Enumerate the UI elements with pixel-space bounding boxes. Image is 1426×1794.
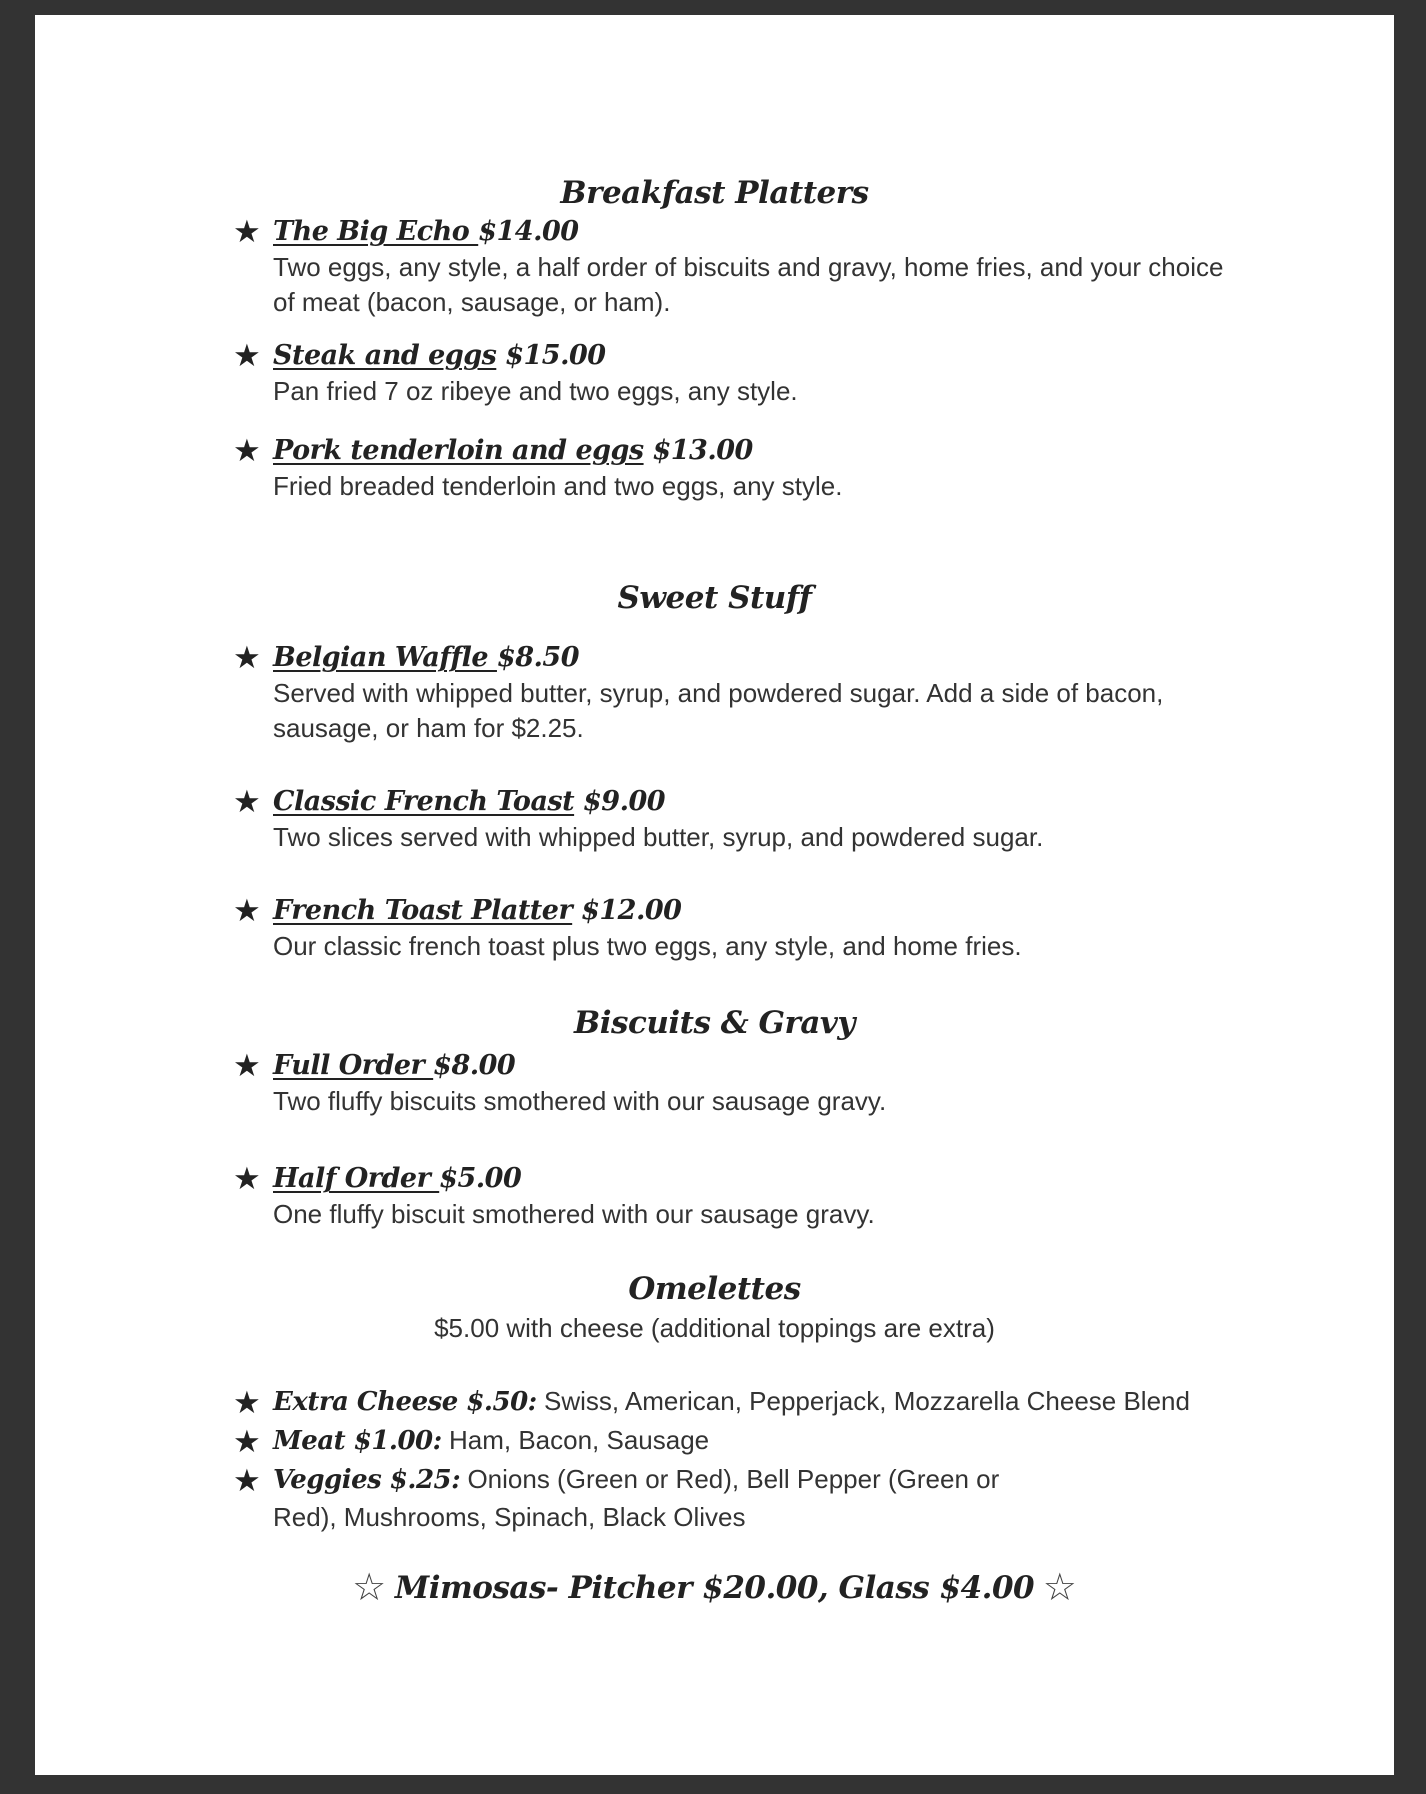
topping-label: Extra Cheese $.50: [273,1387,537,1417]
item-price: $12.00 [581,895,682,926]
item-description: Served with whipped butter, syrup, and powdered sugar. Add a side of bacon, sausage, or ham for $2.25. [273,678,1164,743]
star-icon: ★ [233,1385,261,1420]
item-name: Pork tenderloin and eggs [273,435,644,466]
item-description: Two eggs, any style, a half order of biscuits and gravy, home fries, and your choice of meat (bacon, sausage, or ham). [273,252,1224,317]
item-heading [273,782,665,822]
outline-star-icon: ☆ [352,1567,387,1609]
star-icon: ★ [233,214,261,249]
item-price: $8.00 [433,1050,516,1081]
item-price: $13.00 [652,435,753,466]
item-heading [273,212,579,252]
item-heading [273,336,606,376]
star-icon: ★ [233,1161,261,1196]
item-heading [273,1046,515,1086]
item-price: $5.00 [439,1163,522,1194]
item-name: Half Order [273,1163,440,1194]
item-description: Pan fried 7 oz ribeye and two eggs, any style. [273,376,798,406]
item-heading [273,1159,521,1199]
mimosas-text: Mimosas- Pitcher $20.00, Glass $4.00 [394,1570,1035,1606]
item-price: $15.00 [505,340,606,371]
item-price: $9.00 [583,786,666,817]
item-heading [273,638,579,678]
star-icon: ★ [233,1048,261,1083]
topping-text [273,1383,1233,1421]
topping-options: Onions (Green or Red), Bell Pepper (Green or Red), Mushrooms, Spinach, Black Olives [273,1464,1000,1532]
star-icon: ★ [233,893,261,928]
item-description: Our classic french toast plus two eggs, any style, and home fries. [273,931,1022,961]
item-description: One fluffy biscuit smothered with our sausage gravy. [273,1199,875,1229]
item-name: Full Order [273,1050,434,1081]
item-heading [273,431,753,471]
item-price: $14.00 [478,216,579,247]
topping-text [273,1461,1063,1536]
topping-options: Swiss, American, Pepperjack, Mozzarella Cheese Blend [544,1386,1190,1416]
section-title-omelettes: Omelettes [628,1271,801,1307]
section-title-sweet-stuff: Sweet Stuff [617,580,812,616]
section-title-biscuits-gravy: Biscuits & Gravy [574,1005,855,1041]
item-name: Steak and eggs [273,340,497,371]
item-name: Belgian Waffle [273,642,497,673]
item-heading [273,891,681,931]
item-description: Two fluffy biscuits smothered with our sausage gravy. [273,1086,887,1116]
star-icon: ★ [233,1463,261,1498]
omelette-price-note: $5.00 with cheese (additional toppings are extra) [434,1313,995,1343]
topping-options: Ham, Bacon, Sausage [448,1425,710,1455]
item-name: The Big Echo [273,216,479,247]
star-icon: ★ [233,433,261,468]
section-title-breakfast-platters: Breakfast Platters [560,175,869,211]
topping-label: Meat $1.00: [273,1426,442,1456]
item-name: Classic French Toast [273,786,575,817]
item-description: Two slices served with whipped butter, syrup, and powdered sugar. [273,822,1044,852]
outline-star-icon: ☆ [1042,1567,1077,1609]
topping-label: Veggies $.25: [273,1465,461,1495]
star-icon: ★ [233,338,261,373]
menu-page [35,15,1394,1775]
star-icon: ★ [233,640,261,675]
mimosas-line [35,1565,1394,1610]
item-price: $8.50 [496,642,579,673]
item-name: French Toast Platter [273,895,573,926]
star-icon: ★ [233,784,261,819]
topping-text [273,1422,1233,1460]
star-icon: ★ [233,1424,261,1459]
item-description: Fried breaded tenderloin and two eggs, any style. [273,471,843,501]
